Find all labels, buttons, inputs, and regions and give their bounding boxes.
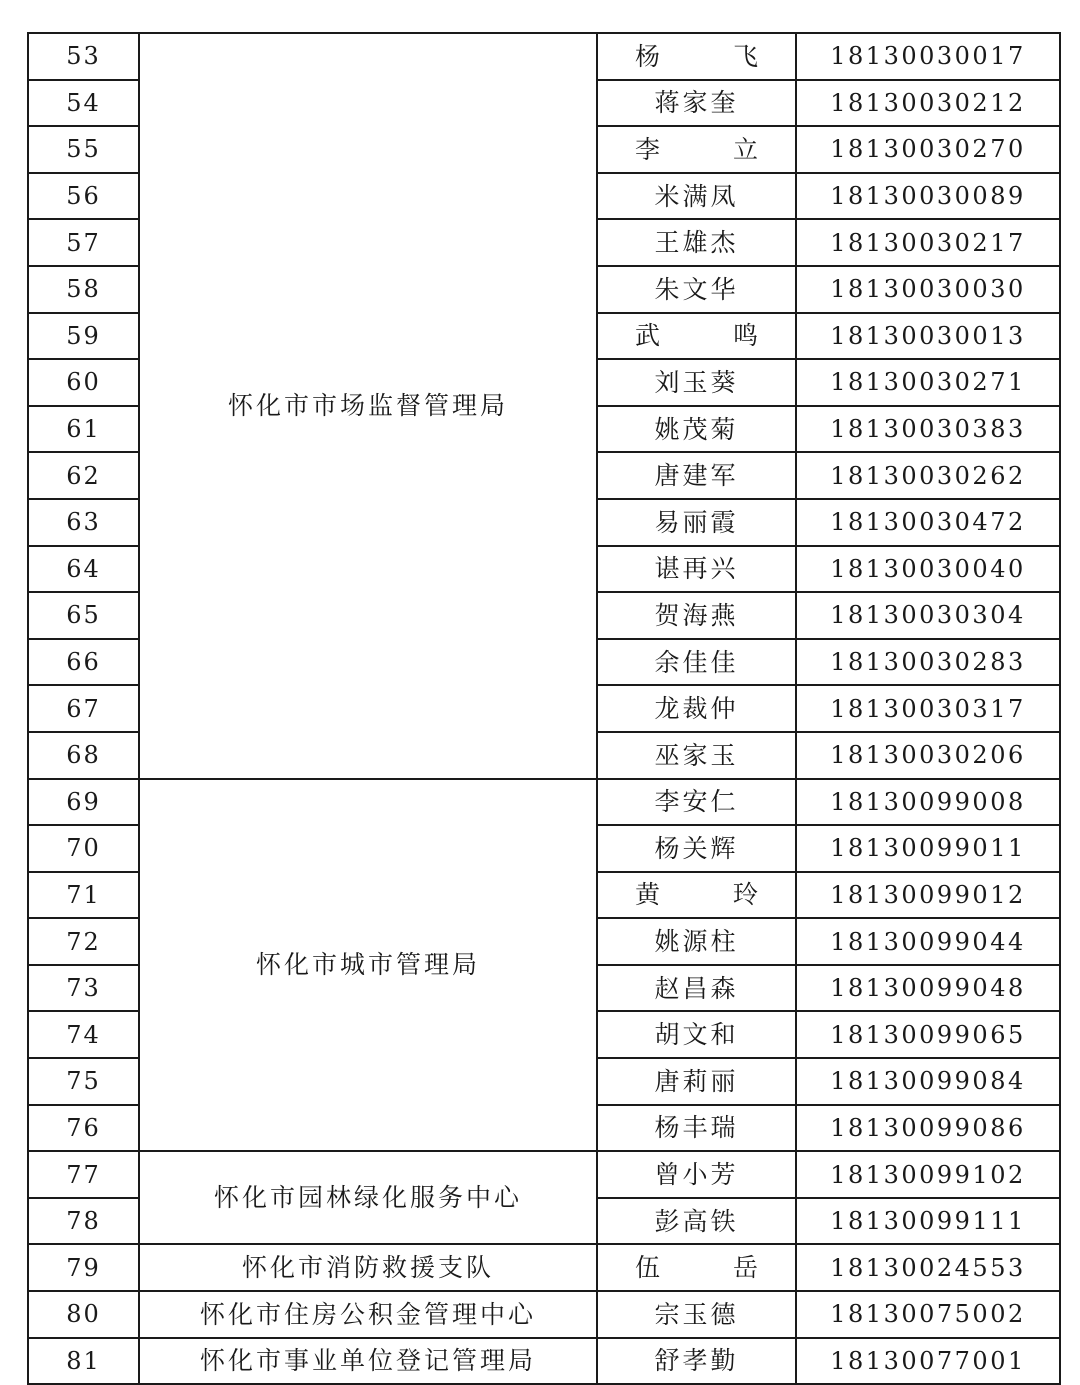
- person-name: 赵昌森: [597, 965, 796, 1012]
- person-name: 易丽霞: [597, 499, 796, 546]
- person-name: 李安仁: [597, 779, 796, 826]
- row-number: 58: [28, 266, 139, 313]
- unit-name: 怀化市住房公积金管理中心: [139, 1291, 597, 1338]
- row-number: 71: [28, 872, 139, 919]
- roster-table-body: [28, 33, 1060, 1384]
- person-name: 姚茂菊: [597, 406, 796, 453]
- person-name: 王雄杰: [597, 219, 796, 266]
- row-number: 75: [28, 1058, 139, 1105]
- certificate-number: 18130099012: [796, 872, 1060, 919]
- certificate-number: 18130030212: [796, 80, 1060, 127]
- table-row: [28, 1151, 1060, 1198]
- row-number: 72: [28, 918, 139, 965]
- row-number: 65: [28, 592, 139, 639]
- person-name: 余佳佳: [597, 639, 796, 686]
- row-number: 79: [28, 1244, 139, 1291]
- row-number: 68: [28, 732, 139, 779]
- table-row: [28, 1291, 1060, 1338]
- row-number: 69: [28, 779, 139, 826]
- row-number: 77: [28, 1151, 139, 1198]
- row-number: 62: [28, 452, 139, 499]
- certificate-number: 18130099008: [796, 779, 1060, 826]
- certificate-number: 18130030017: [796, 33, 1060, 80]
- certificate-number: 18130030317: [796, 685, 1060, 732]
- certificate-number: 18130099011: [796, 825, 1060, 872]
- certificate-number: 18130099086: [796, 1105, 1060, 1152]
- person-name: 胡文和: [597, 1011, 796, 1058]
- certificate-number: 18130099111: [796, 1198, 1060, 1245]
- certificate-number: 18130099044: [796, 918, 1060, 965]
- row-number: 76: [28, 1105, 139, 1152]
- row-number: 78: [28, 1198, 139, 1245]
- row-number: 54: [28, 80, 139, 127]
- certificate-number: 18130030040: [796, 546, 1060, 593]
- certificate-number: 18130075002: [796, 1291, 1060, 1338]
- row-number: 74: [28, 1011, 139, 1058]
- table-row: [28, 1338, 1060, 1385]
- person-name: 朱文华: [597, 266, 796, 313]
- unit-name: 怀化市城市管理局: [139, 779, 597, 1152]
- person-name: 杨丰瑞: [597, 1105, 796, 1152]
- row-number: 59: [28, 313, 139, 360]
- person-name: 姚源柱: [597, 918, 796, 965]
- certificate-number: 18130030089: [796, 173, 1060, 220]
- row-number: 81: [28, 1338, 139, 1385]
- certificate-number: 18130030013: [796, 313, 1060, 360]
- person-name: 龙裁仲: [597, 685, 796, 732]
- certificate-number: 18130030304: [796, 592, 1060, 639]
- certificate-number: 18130099102: [796, 1151, 1060, 1198]
- row-number: 73: [28, 965, 139, 1012]
- person-name: 米满凤: [597, 173, 796, 220]
- certificate-number: 18130030262: [796, 452, 1060, 499]
- row-number: 61: [28, 406, 139, 453]
- person-name: 伍 岳: [597, 1244, 796, 1291]
- person-name: 巫家玉: [597, 732, 796, 779]
- person-name: 黄 玲: [597, 872, 796, 919]
- certificate-number: 18130030270: [796, 126, 1060, 173]
- row-number: 56: [28, 173, 139, 220]
- person-name: 唐建军: [597, 452, 796, 499]
- person-name: 杨关辉: [597, 825, 796, 872]
- certificate-number: 18130030030: [796, 266, 1060, 313]
- person-name: 彭高铁: [597, 1198, 796, 1245]
- person-name: 武 鸣: [597, 313, 796, 360]
- certificate-number: 18130030383: [796, 406, 1060, 453]
- person-name: 蒋家奎: [597, 80, 796, 127]
- person-name: 曾小芳: [597, 1151, 796, 1198]
- row-number: 70: [28, 825, 139, 872]
- table-row: [28, 33, 1060, 80]
- row-number: 57: [28, 219, 139, 266]
- certificate-number: 18130024553: [796, 1244, 1060, 1291]
- person-name: 唐莉丽: [597, 1058, 796, 1105]
- table-row: [28, 1244, 1060, 1291]
- person-name: 宗玉德: [597, 1291, 796, 1338]
- row-number: 66: [28, 639, 139, 686]
- certificate-number: 18130030271: [796, 359, 1060, 406]
- person-name: 刘玉葵: [597, 359, 796, 406]
- unit-name: 怀化市市场监督管理局: [139, 33, 597, 779]
- row-number: 53: [28, 33, 139, 80]
- certificate-number: 18130099048: [796, 965, 1060, 1012]
- row-number: 67: [28, 685, 139, 732]
- unit-name: 怀化市事业单位登记管理局: [139, 1338, 597, 1385]
- row-number: 64: [28, 546, 139, 593]
- certificate-number: 18130077001: [796, 1338, 1060, 1385]
- roster-table: [27, 32, 1061, 1385]
- person-name: 谌再兴: [597, 546, 796, 593]
- row-number: 60: [28, 359, 139, 406]
- certificate-number: 18130030472: [796, 499, 1060, 546]
- row-number: 80: [28, 1291, 139, 1338]
- row-number: 63: [28, 499, 139, 546]
- person-name: 贺海燕: [597, 592, 796, 639]
- unit-name: 怀化市消防救援支队: [139, 1244, 597, 1291]
- row-number: 55: [28, 126, 139, 173]
- person-name: 杨 飞: [597, 33, 796, 80]
- certificate-number: 18130099065: [796, 1011, 1060, 1058]
- certificate-number: 18130099084: [796, 1058, 1060, 1105]
- certificate-number: 18130030283: [796, 639, 1060, 686]
- table-row: [28, 779, 1060, 826]
- certificate-number: 18130030217: [796, 219, 1060, 266]
- unit-name: 怀化市园林绿化服务中心: [139, 1151, 597, 1244]
- certificate-number: 18130030206: [796, 732, 1060, 779]
- person-name: 李 立: [597, 126, 796, 173]
- person-name: 舒孝勤: [597, 1338, 796, 1385]
